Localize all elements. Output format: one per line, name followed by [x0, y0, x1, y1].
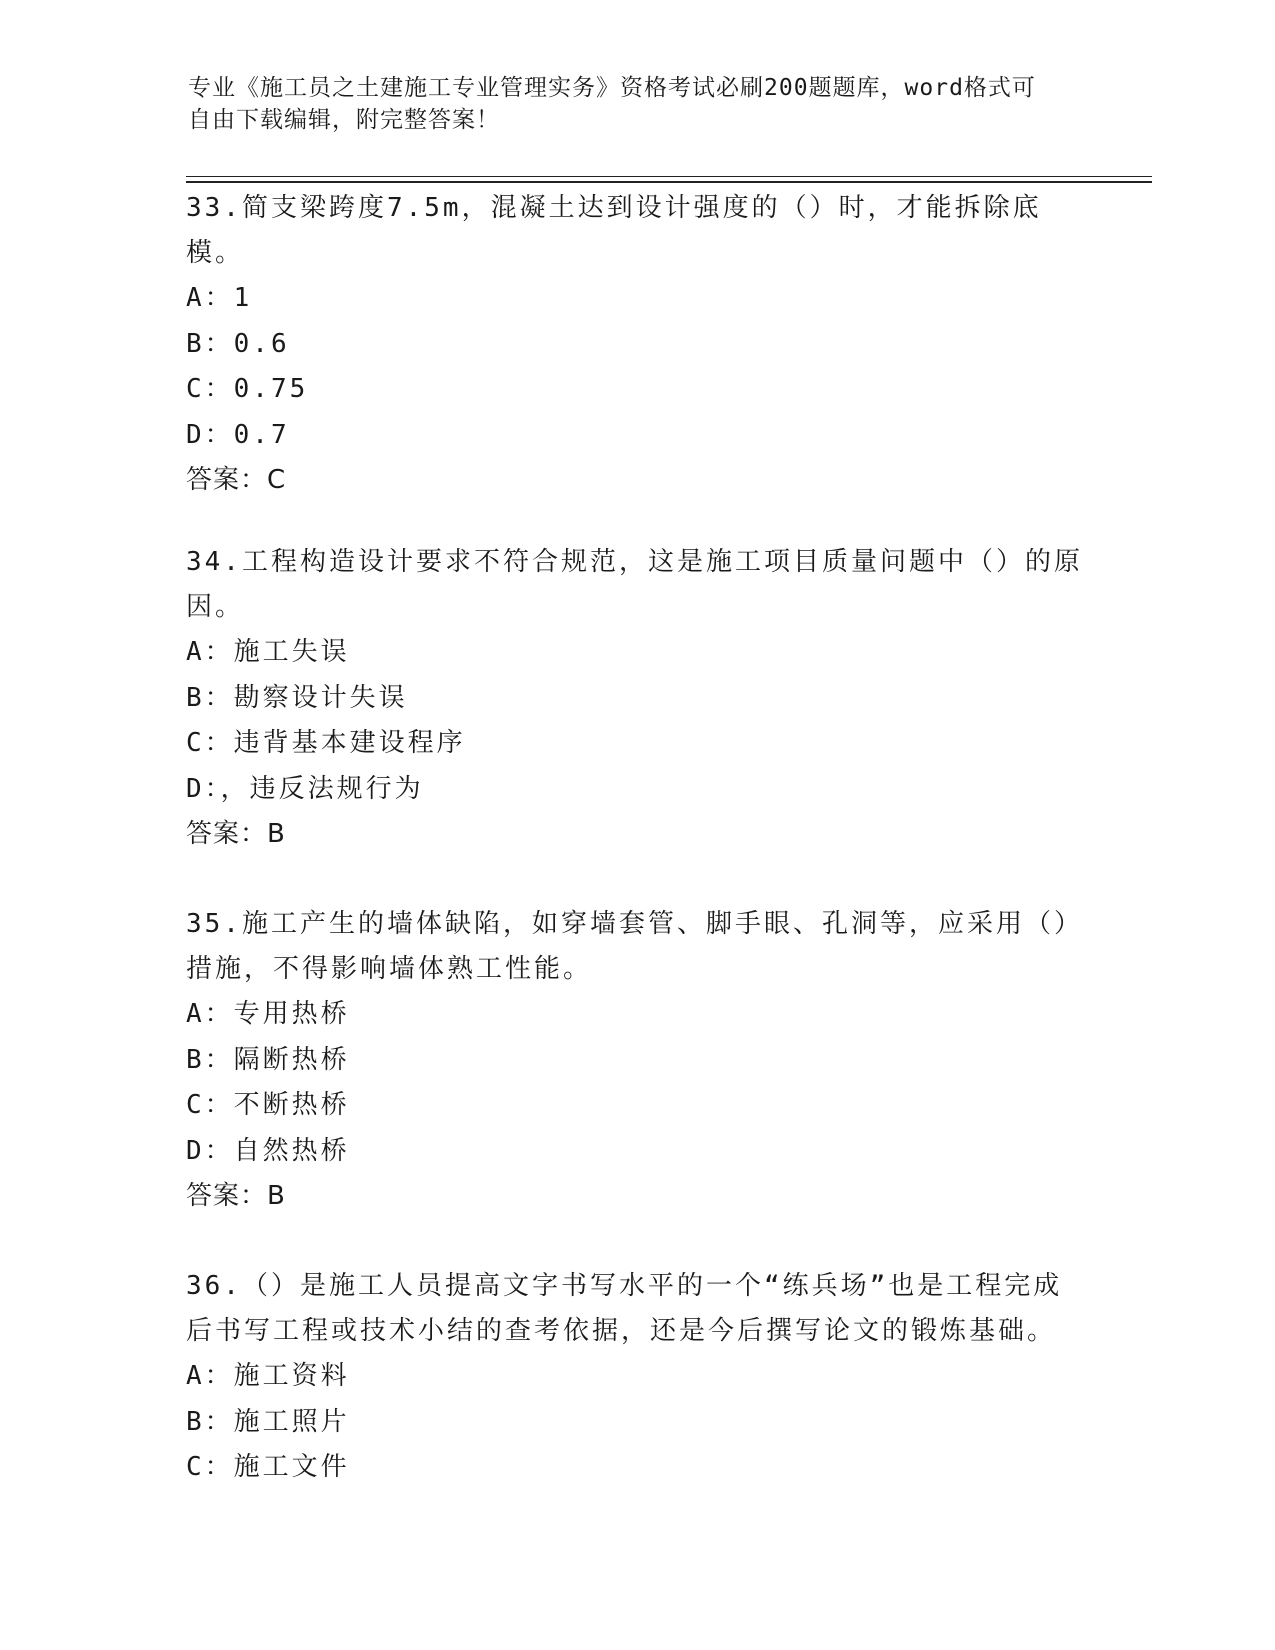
question-text: 34.工程构造设计要求不符合规范，这是施工项目质量问题中（）的原因。	[186, 547, 1083, 622]
question-35	[186, 902, 1086, 1219]
option-c: C：施工文件	[186, 1452, 350, 1482]
option-b: B：0.6	[186, 328, 290, 359]
option-b: B：隔断热桥	[186, 1044, 350, 1075]
answer-line: 答案：C	[186, 465, 287, 495]
option-a: A：施工资料	[186, 1361, 350, 1391]
question-text: 35.施工产生的墙体缺陷，如穿墙套管、脚手眼、孔洞等，应采用（）措施，不得影响墙体熟工性能。	[186, 909, 1083, 984]
document-header	[188, 72, 1068, 136]
header-divider-top	[186, 176, 1152, 177]
option-b: B：施工照片	[186, 1406, 350, 1437]
question-36	[186, 1264, 1086, 1491]
question-list	[186, 186, 1086, 1491]
option-d: D：，违反法规行为	[186, 773, 424, 804]
question-34	[186, 540, 1086, 857]
header-line-1: 专业《施工员之土建施工专业管理实务》资格考试必刷200题题库，word格式可	[188, 75, 1036, 101]
option-a: A：1	[186, 283, 253, 313]
option-c: C：0.75	[186, 374, 309, 404]
option-c: C：不断热桥	[186, 1090, 350, 1120]
option-d: D：0.7	[186, 419, 290, 450]
answer-line: 答案：B	[186, 1181, 286, 1211]
option-d: D：自然热桥	[186, 1135, 350, 1166]
option-a: A：专用热桥	[186, 999, 350, 1029]
option-a: A：施工失误	[186, 637, 350, 667]
option-b: B：勘察设计失误	[186, 682, 408, 713]
header-divider-bottom	[186, 181, 1152, 183]
answer-line: 答案：B	[186, 819, 286, 849]
question-text: 36.（）是施工人员提高文字书写水平的一个“练兵场”也是工程完成后书写工程或技术小结的查考依据，还是今后撰写论文的锻炼基础。	[186, 1271, 1063, 1346]
question-text: 33.简支梁跨度7.5m，混凝土达到设计强度的（）时，才能拆除底模。	[186, 193, 1042, 268]
option-c: C：违背基本建设程序	[186, 728, 466, 758]
question-33	[186, 186, 1086, 503]
header-line-2: 自由下载编辑，附完整答案！	[188, 107, 500, 133]
